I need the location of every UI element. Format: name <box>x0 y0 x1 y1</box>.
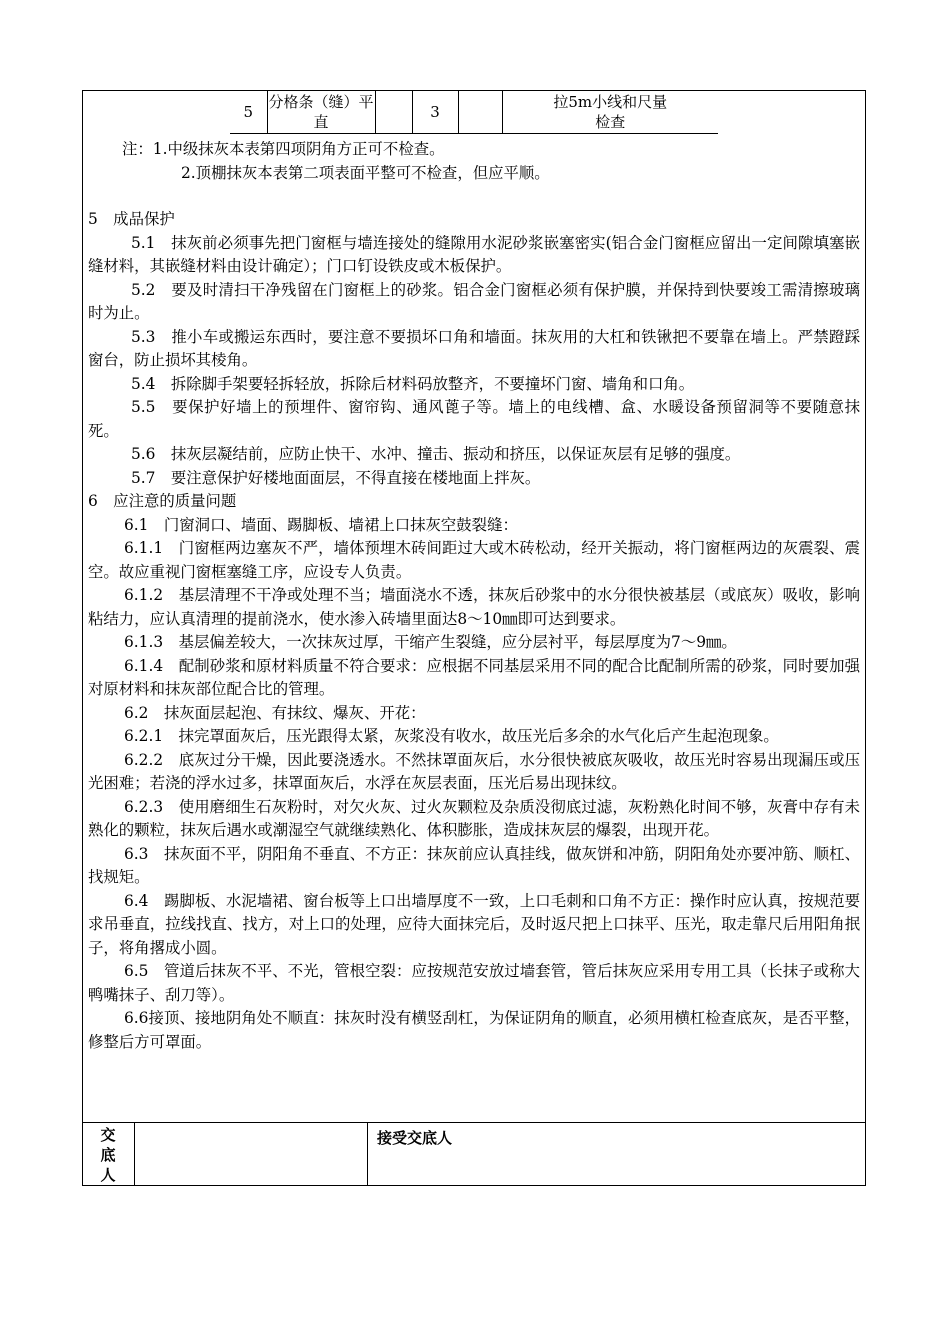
document-body <box>88 138 860 1054</box>
paragraph: 5.3 推小车或搬运东西时，要注意不要损坏口角和墙面。抹灰用的大杠和铁锹把不要靠在墙上。严禁蹬踩窗台，防止损坏其棱角。 <box>88 327 860 369</box>
receiver-label: 接受交底人 <box>377 1129 453 1147</box>
paragraph: 5.2 要及时清扫干净残留在门窗框上的砂浆。铝合金门窗框必须有保护膜，并保持到快要竣工需清擦玻璃时为止。 <box>88 280 860 322</box>
section-title: 6 应注意的质量问题 <box>88 492 237 510</box>
handover-signature-field[interactable] <box>134 1123 368 1186</box>
paragraph: 6.6接顶、接地阴角处不顺直：抹灰时没有横竖刮杠，为保证阴角的顺直，必须用横杠检查底灰，是否平整，修整后方可罩面。 <box>88 1009 860 1051</box>
paragraph: 5.5 要保护好墙上的预埋件、窗帘钩、通风蓖子等。墙上的电线槽、盒、水暖设备预留洞等不要随意抹死。 <box>88 398 860 440</box>
signature-row <box>82 1122 866 1186</box>
empty-cell <box>458 90 502 134</box>
paragraph: 6.2 抹灰面层起泡、有抹纹、爆灰、开花： <box>124 703 426 722</box>
paragraph: 5.6 抹灰层凝结前，应防止快干、水冲、撞击、振动和挤压，以保证灰层有足够的强度。 <box>131 445 741 463</box>
empty-cell <box>375 90 412 134</box>
handover-person-label: 交 底 人 <box>82 1123 135 1186</box>
paragraph: 5.1 抹灰前必须事先把门窗框与墙连接处的缝隙用水泥砂浆嵌塞密实(铝合金门窗框应留出一定间隙填塞嵌缝材料，其嵌缝材料由设计确定）；门口钉设铁皮或木板保护。 <box>88 233 860 275</box>
item-name-line2: 直 <box>313 112 329 131</box>
paragraph: 6.4 踢脚板、水泥墙裙、窗台板等上口出墙厚度不一致，上口毛刺和口角不方正：操作时应认真，按规范要求吊垂直，拉线找直、找方，对上口的处理，应待大面抹完后，及时返尺把上口抹平、压光，取走靠尺后用阳角抿子，将角撂成小圆。 <box>88 891 860 957</box>
item-name <box>267 90 375 134</box>
paragraph: 5.4 拆除脚手架要轻拆轻放，拆除后材料码放整齐，不要撞坏门窗、墙角和口角。 <box>131 374 695 393</box>
paragraph: 6.1.4 配制砂浆和原材料质量不符合要求：应根据不同基层采用不同的配合比配制所需的砂浆，同时要加强对原材料和抹灰部位配合比的管理。 <box>88 656 860 698</box>
paragraph: 6.1 门窗洞口、墙面、踢脚板、墙裙上口抹灰空鼓裂缝： <box>124 515 518 534</box>
criteria-table-row <box>230 90 718 134</box>
row-number: 5 <box>230 90 267 134</box>
paragraph: 6.1.2 基层清理不干净或处理不当；墙面浇水不透，抹灰后砂浆中的水分很快被基层（或底灰）吸收，影响粘结力，应认真清理的提前浇水，使水渗入砖墙里面达8～10㎜即可达到要求。 <box>88 586 860 628</box>
paragraph: 6.2.3 使用磨细生石灰粉时，对欠火灰、过火灰颗粒及杂质没彻底过滤，灰粉熟化时间不够，灰膏中存有未熟化的颗粒，抹灰后遇水或潮湿空气就继续熟化、体积膨胀，造成抹灰层的爆裂，出现开花。 <box>88 797 860 839</box>
paragraph: 5.7 要注意保护好楼地面面层，不得直接在楼地面上拌灰。 <box>131 468 541 487</box>
paragraph: 6.1.3 基层偏差较大，一次抹灰过厚，干缩产生裂缝，应分层衬平，每层厚度为7～9㎜。 <box>124 633 737 651</box>
item-name-line1: 分格条（缝）平 <box>268 92 374 111</box>
paragraph: 6.2.2 底灰过分干燥，因此要浇透水。不然抹罩面灰后，水分很快被底灰吸收，故压光时容易出现漏压或压光困难；若浇的浮水过多，抹罩面灰后，水浮在灰层表面，压光后易出现抹纹。 <box>88 750 860 792</box>
paragraph: 6.5 管道后抹灰不平、不光，管根空裂：应按规范安放过墙套管，管后抹灰应采用专用工具（长抹子或称大鸭嘴抹子、刮刀等）。 <box>88 962 860 1004</box>
allowed-deviation: 3 <box>412 90 458 134</box>
table-row <box>230 90 718 134</box>
paragraph: 6.3 抹灰面不平，阴阳角不垂直、不方正：抹灰前应认真挂线，做灰饼和冲筋，阴阳角处亦要冲筋、顺杠、找规矩。 <box>88 844 860 886</box>
method-line1: 拉5m小线和尺量 <box>553 92 668 111</box>
note-1: 注：1.中级抹灰本表第四项阴角方正可不检查。 <box>122 140 445 158</box>
paragraph: 6.1.1 门窗框两边塞灰不严，墙体预埋木砖间距过大或木砖松动，经开关振动，将门窗框两边的灰震裂、震空。故应重视门窗框塞缝工序，应设专人负责。 <box>88 539 860 581</box>
inspection-method <box>502 90 718 134</box>
section-title: 5 成品保护 <box>88 210 175 228</box>
note-2: 2.顶棚抹灰本表第二项表面平整可不检查，但应平顺。 <box>181 163 550 182</box>
method-line2: 检查 <box>595 112 626 131</box>
spacer <box>88 185 860 208</box>
paragraph: 6.2.1 抹完罩面灰后，压光跟得太紧，灰浆没有收水，故压光后多余的水气化后产生起泡现象。 <box>124 727 779 745</box>
